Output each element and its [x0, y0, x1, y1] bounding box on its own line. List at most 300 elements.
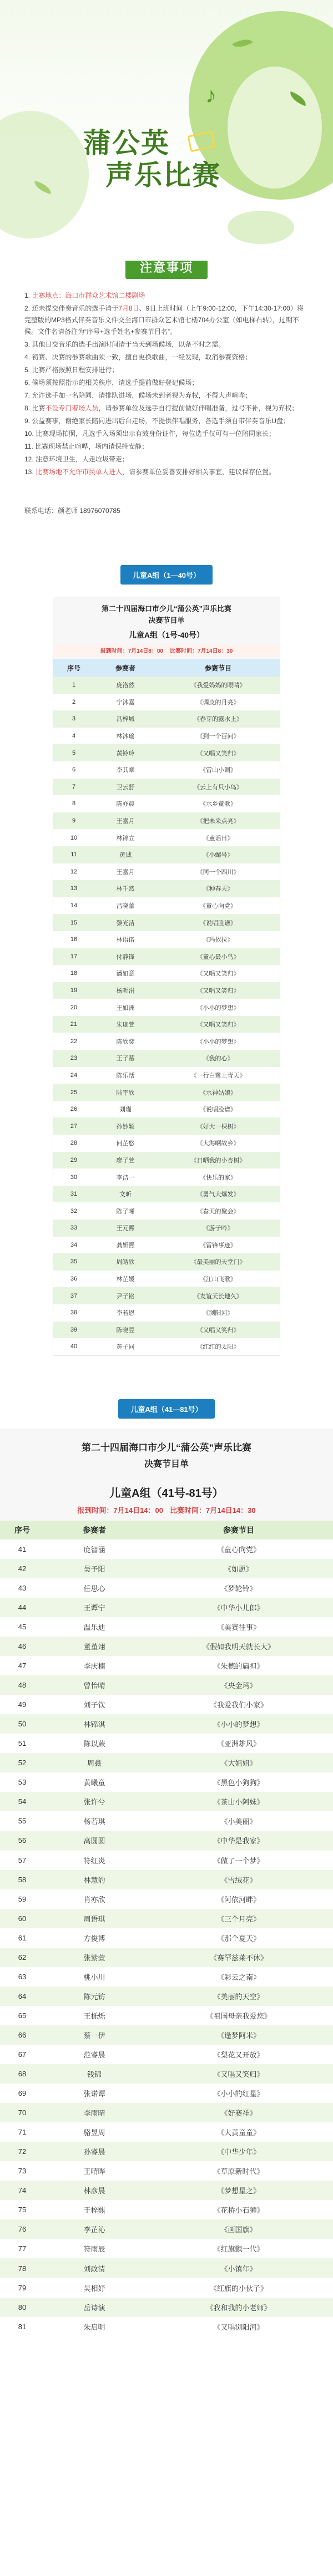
- table-row: [0, 1753, 333, 1772]
- row-number: 53: [0, 1772, 44, 1792]
- row-contestant: 孙睿晨: [44, 2142, 144, 2161]
- row-contestant: 庞智涵: [44, 1539, 144, 1559]
- group-b-group-line: 儿童A组（41号-81号）: [109, 1487, 224, 1500]
- notice-item-highlight: 比赛场地不允许市民单人进入: [36, 468, 123, 476]
- row-number: 40: [53, 1338, 94, 1355]
- table-row: [53, 694, 280, 711]
- row-contestant: 林慧豹: [44, 1870, 144, 1889]
- row-contestant: 黎光洁: [94, 914, 157, 931]
- row-program: 《玛依拉》: [157, 931, 280, 948]
- row-contestant: 林彦晨: [44, 2181, 144, 2200]
- row-contestant: 周皓欣: [94, 1253, 157, 1271]
- table-row: [0, 1675, 333, 1695]
- notice-item: [24, 303, 309, 338]
- row-contestant: 何芷悠: [94, 1135, 157, 1152]
- row-number: 80: [0, 2298, 44, 2317]
- row-number: 45: [0, 1617, 44, 1637]
- row-program: 《游子吟》: [157, 1220, 280, 1237]
- table-row: [53, 1016, 280, 1033]
- decor-blob: [0, 111, 89, 238]
- table-row: [0, 1967, 333, 1986]
- row-number: 58: [0, 1870, 44, 1889]
- group-a-report-time: 报到时间：7月14日8：00: [100, 648, 163, 654]
- row-contestant: 王元熙: [94, 1220, 157, 1237]
- column-header-contestant: 参赛者: [94, 659, 157, 677]
- table-row: [0, 1889, 333, 1909]
- table-row: [0, 1928, 333, 1948]
- decor-blob: [228, 67, 322, 189]
- row-program: 《春芽的露水上》: [157, 710, 280, 728]
- notice-item-text: ，请参赛单位及选手自行提前做好伴唱准备，过号不补，视为弃权；: [98, 404, 299, 412]
- row-contestant: 方俊博: [44, 1928, 144, 1948]
- notice-item-text: 10. 比赛现场拍照，凡选手入场须出示有效身份证件，每位选手仅可有一位陪同家长；: [24, 430, 276, 438]
- row-program: 《江山飞歌》: [157, 1271, 280, 1288]
- row-program: 《童谣日》: [157, 829, 280, 846]
- column-header-program: 参赛节目: [157, 659, 280, 677]
- row-number: 57: [0, 1851, 44, 1870]
- row-number: 6: [53, 761, 94, 779]
- row-number: 41: [0, 1539, 44, 1559]
- table-row: [0, 2006, 333, 2025]
- table-row: [53, 982, 280, 999]
- row-number: 70: [0, 2103, 44, 2122]
- row-contestant: 曾怡晴: [44, 1675, 144, 1695]
- table-row: [53, 1117, 280, 1135]
- table-row: [53, 948, 280, 966]
- row-contestant: 陆宇欣: [94, 1084, 157, 1101]
- row-contestant: 周语琪: [44, 1909, 144, 1928]
- table-row: [0, 1598, 333, 1617]
- row-contestant: 黄诚: [94, 846, 157, 863]
- row-contestant: 蔡一伊: [44, 2025, 144, 2045]
- row-number: 72: [0, 2142, 44, 2161]
- notice-item: [24, 352, 309, 363]
- row-number: 21: [53, 1016, 94, 1033]
- row-contestant: 刘政清: [44, 2258, 144, 2278]
- row-program: 《童心向党》: [157, 897, 280, 914]
- row-number: 66: [0, 2025, 44, 2045]
- row-contestant: 文昕: [94, 1186, 157, 1203]
- row-contestant: 王如洲: [94, 999, 157, 1016]
- row-contestant: 黄子同: [94, 1338, 157, 1355]
- notice-item-text: ，请参赛单位妥善安排好相关事宜，建议保存位置。: [122, 468, 276, 476]
- row-program: 《茶山小阿妹》: [144, 1792, 333, 1811]
- row-contestant: 任思心: [44, 1578, 144, 1598]
- row-number: 51: [0, 1734, 44, 1753]
- row-number: 17: [53, 948, 94, 966]
- row-program: 《梨花又开放》: [144, 2045, 333, 2064]
- row-number: 24: [53, 1067, 94, 1084]
- table-row: [53, 1084, 280, 1101]
- group-b-report-time: 报到时间：7月14日14：00: [77, 1506, 163, 1515]
- table-row: [53, 1101, 280, 1118]
- row-number: 16: [53, 931, 94, 948]
- table-row: [53, 1338, 280, 1355]
- row-program: 《中华是我家》: [144, 1831, 333, 1850]
- table-row: [0, 1617, 333, 1637]
- row-program: 《如愿》: [144, 1559, 333, 1578]
- table-row: [0, 2219, 333, 2239]
- group-b-table: [0, 1521, 333, 2336]
- row-number: 28: [53, 1135, 94, 1152]
- row-contestant: 吴予阳: [44, 1559, 144, 1578]
- row-contestant: 李雨晴: [44, 2103, 144, 2122]
- row-number: 25: [53, 1084, 94, 1101]
- group-b-times: [0, 1505, 333, 1521]
- group-a-group-line: 儿童A组（1号-40号）: [128, 631, 205, 639]
- column-header-contestant: 参赛者: [44, 1521, 144, 1539]
- table-row: [0, 2025, 333, 2045]
- table-row: [53, 829, 280, 846]
- row-number: 23: [53, 1050, 94, 1067]
- row-program: 《又唱浏阳河》: [144, 2317, 333, 2336]
- table-row: [0, 2317, 333, 2336]
- row-number: 3: [53, 710, 94, 728]
- table-row: [53, 761, 280, 779]
- row-program: 《中华少年》: [144, 2142, 333, 2161]
- row-contestant: 黄曦童: [44, 1772, 144, 1792]
- table-row: [0, 2258, 333, 2278]
- row-contestant: 王栎烁: [44, 2006, 144, 2025]
- group-b-card-head: [0, 1429, 333, 1521]
- row-number: 20: [53, 999, 94, 1016]
- row-number: 68: [0, 2064, 44, 2084]
- table-row: [0, 1851, 333, 1870]
- table-row: [0, 1714, 333, 1734]
- row-number: 12: [53, 863, 94, 881]
- table-row: [53, 779, 280, 796]
- notice-item-text: 3. 其他日交音乐的选手出演时间请于当天到场候场，以备不时之需。: [24, 341, 225, 348]
- row-contestant: 陈以蕨: [44, 1734, 144, 1753]
- table-row: [53, 728, 280, 745]
- row-number: 8: [53, 795, 94, 812]
- row-number: 4: [53, 728, 94, 745]
- table-row: [0, 1811, 333, 1831]
- row-contestant: 陈元钫: [44, 1986, 144, 2006]
- table-row: [53, 1304, 280, 1322]
- table-row: [53, 880, 280, 897]
- notice-item: [24, 466, 309, 478]
- table-row: [0, 1637, 333, 1656]
- row-number: 9: [53, 812, 94, 830]
- row-number: 52: [0, 1753, 44, 1772]
- row-program: 《梦轮铃》: [144, 1578, 333, 1598]
- row-number: 59: [0, 1889, 44, 1909]
- table-row: [0, 1986, 333, 2006]
- notice-item: [24, 364, 309, 376]
- row-number: 29: [53, 1152, 94, 1169]
- table-row: [53, 846, 280, 863]
- row-program: 《雪绒花》: [144, 1870, 333, 1889]
- row-program: 《小镇年》: [144, 2258, 333, 2278]
- row-contestant: 吴相妤: [44, 2278, 144, 2298]
- notice-item: [24, 415, 309, 427]
- row-contestant: 尹子铭: [94, 1287, 157, 1304]
- row-contestant: 张紫萱: [44, 1948, 144, 1967]
- row-contestant: 陈欣奕: [94, 1033, 157, 1050]
- notice-item: [24, 339, 309, 350]
- table-row: [53, 965, 280, 982]
- row-number: 65: [0, 2006, 44, 2025]
- table-row: [0, 2142, 333, 2161]
- row-program: 《假如我明天就长大》: [144, 1637, 333, 1656]
- row-program: 《浏阳河》: [157, 1304, 280, 1322]
- row-contestant: 陈晓昱: [94, 1322, 157, 1339]
- row-number: 81: [0, 2317, 44, 2336]
- row-contestant: 廖子萱: [94, 1152, 157, 1169]
- row-number: 69: [0, 2084, 44, 2103]
- row-number: 1: [53, 677, 94, 694]
- row-contestant: 李庆楠: [44, 1656, 144, 1675]
- row-contestant: 刘瑾: [94, 1101, 157, 1118]
- hero-banner: [0, 0, 333, 261]
- row-number: 34: [53, 1237, 94, 1254]
- row-number: 50: [0, 1714, 44, 1734]
- table-row: [53, 1050, 280, 1067]
- row-program: 《逢梦阿米》: [144, 2025, 333, 2045]
- row-contestant: 王嘉月: [94, 863, 157, 881]
- row-contestant: 黄铃玲: [94, 744, 157, 761]
- row-contestant: 王谭宁: [44, 1598, 144, 1617]
- row-contestant: 高圆圆: [44, 1831, 144, 1850]
- row-program: 《最美丽的天堂门》: [157, 1253, 280, 1271]
- group-a-table: [53, 659, 280, 1355]
- row-contestant: 温乐迪: [44, 1617, 144, 1637]
- table-row: [0, 1656, 333, 1675]
- table-row: [53, 744, 280, 761]
- row-number: 2: [53, 694, 94, 711]
- table-row: [0, 1734, 333, 1753]
- hero-title: [83, 128, 221, 191]
- table-row: [53, 710, 280, 728]
- table-row: [53, 1287, 280, 1304]
- row-program: 《说唱脸谱》: [157, 914, 280, 931]
- group-a-contest-time: 比赛时间：7月14日8：30: [170, 648, 233, 654]
- row-program: 《小小的梦想》: [157, 1033, 280, 1050]
- row-program: 《说唱脸谱》: [157, 1101, 280, 1118]
- row-contestant: 吕晓蕾: [94, 897, 157, 914]
- table-row: [53, 1033, 280, 1050]
- row-program: 《又唱又笑归》: [157, 1322, 280, 1339]
- notice-item-text: 13.: [24, 468, 36, 476]
- row-number: 19: [53, 982, 94, 999]
- row-number: 22: [53, 1033, 94, 1050]
- row-program: 《美丽的天空》: [144, 1986, 333, 2006]
- row-number: 10: [53, 829, 94, 846]
- table-row: [0, 2181, 333, 2200]
- group-b-subtitle: 决赛节目单: [144, 1459, 189, 1469]
- column-header-number: 序号: [0, 1521, 44, 1539]
- row-number: 38: [53, 1304, 94, 1322]
- notice-item-highlight: 比赛地点：海口市群众艺术馆二楼剧场: [32, 292, 145, 299]
- row-contestant: 符雨辰: [44, 2239, 144, 2258]
- table-row: [53, 1186, 280, 1203]
- row-number: 76: [0, 2219, 44, 2239]
- notice-item-text: 8. 比赛: [24, 404, 46, 412]
- row-number: 74: [0, 2181, 44, 2200]
- hero-title-line2: 声乐比赛: [105, 159, 221, 191]
- row-number: 78: [0, 2258, 44, 2278]
- row-program: 《做了一个梦》: [144, 1851, 333, 1870]
- notice-item-text: 11. 比赛现场禁止喧哗，场内请保持安静；: [24, 443, 149, 450]
- row-number: 79: [0, 2278, 44, 2298]
- row-contestant: 岳诗演: [44, 2298, 144, 2317]
- row-program: 《又唱又笑归》: [157, 1016, 280, 1033]
- row-contestant: 李其章: [94, 761, 157, 779]
- notice-item-text: 6. 候场须按照指示的相关秩序，请选手提前做好登记候场；: [24, 379, 199, 387]
- row-contestant: 林锦淇: [44, 1714, 144, 1734]
- group-a-subtitle: 决赛节目单: [148, 616, 185, 624]
- group-a-program-card: [53, 597, 280, 1356]
- row-contestant: 周鑫: [44, 1753, 144, 1772]
- row-contestant: 宁沐嘉: [94, 694, 157, 711]
- row-number: 47: [0, 1656, 44, 1675]
- table-row: [53, 863, 280, 881]
- row-contestant: 李洁一: [94, 1168, 157, 1186]
- row-contestant: 王嘉月: [94, 812, 157, 830]
- row-program: 《到一个百问》: [157, 728, 280, 745]
- row-program: 《童心向党》: [144, 1539, 333, 1559]
- row-program: 《中华小儿郎》: [144, 1598, 333, 1617]
- row-number: 31: [53, 1186, 94, 1203]
- row-contestant: 付静锋: [94, 948, 157, 966]
- row-contestant: 冯梓城: [94, 710, 157, 728]
- row-program: 《红旗的小伙子》: [144, 2278, 333, 2298]
- row-program: 《勇气大爆发》: [157, 1186, 280, 1203]
- row-number: 46: [0, 1637, 44, 1656]
- row-program: 《同一个四川》: [157, 863, 280, 881]
- notice-item: [24, 390, 309, 402]
- row-contestant: 桃小川: [44, 1967, 144, 1986]
- row-number: 30: [53, 1168, 94, 1186]
- row-number: 73: [0, 2161, 44, 2181]
- table-row: [0, 1831, 333, 1850]
- row-program: 《草原新时代》: [144, 2161, 333, 2181]
- row-program: 《雷山小调》: [157, 761, 280, 779]
- table-row: [53, 677, 280, 694]
- row-contestant: 钱锦: [44, 2064, 144, 2084]
- row-number: 5: [53, 744, 94, 761]
- row-program: 《红旗飘一代》: [144, 2239, 333, 2258]
- row-number: 77: [0, 2239, 44, 2258]
- row-contestant: 肖亦欣: [44, 1889, 144, 1909]
- row-number: 56: [0, 1831, 44, 1850]
- row-program: 《小螺号》: [157, 846, 280, 863]
- row-number: 43: [0, 1578, 44, 1598]
- table-row: [53, 1271, 280, 1288]
- table-row: [53, 1067, 280, 1084]
- row-contestant: 王晴晔: [44, 2161, 144, 2181]
- table-row: [0, 1695, 333, 1714]
- row-contestant: 林芷媛: [94, 1271, 157, 1288]
- row-number: 36: [53, 1271, 94, 1288]
- contact-info: 联系电话：颜老师 18976070785: [24, 507, 120, 515]
- row-contestant: 卫云舒: [94, 779, 157, 796]
- row-program: 《祖国母亲我爱您》: [144, 2006, 333, 2025]
- notice-item: [24, 377, 309, 389]
- row-program: 《一行白鹭上青天》: [157, 1067, 280, 1084]
- row-number: 32: [53, 1202, 94, 1220]
- row-program: 《赛罕兹莱不休》: [144, 1948, 333, 1967]
- row-contestant: 庞洛然: [94, 677, 157, 694]
- table-row: [53, 931, 280, 948]
- table-row: [0, 1559, 333, 1578]
- row-contestant: 李若恩: [94, 1304, 157, 1322]
- row-number: 26: [53, 1101, 94, 1118]
- row-contestant: 朱启明: [44, 2317, 144, 2336]
- row-number: 13: [53, 880, 94, 897]
- table-row: [53, 897, 280, 914]
- row-program: 《亚洲雄风》: [144, 1734, 333, 1753]
- table-row: [53, 1253, 280, 1271]
- table-row: [53, 1202, 280, 1220]
- table-row: [0, 2161, 333, 2181]
- notice-item-text: 2. 还未提交伴奏音乐的选手请于: [24, 304, 119, 312]
- row-program: 《好赛祥》: [144, 2103, 333, 2122]
- notice-item: [24, 403, 309, 414]
- row-contestant: 陈乐恬: [94, 1067, 157, 1084]
- notice-item: [24, 441, 309, 453]
- table-row: [53, 1220, 280, 1237]
- row-number: 54: [0, 1792, 44, 1811]
- row-number: 71: [0, 2122, 44, 2142]
- row-program: 《那个夏天》: [144, 1928, 333, 1948]
- table-row: [0, 2103, 333, 2122]
- row-contestant: 陈子晞: [94, 1202, 157, 1220]
- music-note-icon: ♪: [205, 83, 216, 108]
- row-program: 《花桥小石狮》: [144, 2200, 333, 2219]
- row-contestant: 骆昱周: [44, 2122, 144, 2142]
- table-row: [53, 1322, 280, 1339]
- notice-item-text: 4. 初赛、决赛的参赛歌曲须一致，擅自更换歌曲，一经发现，取消参赛资格；: [24, 353, 252, 361]
- row-number: 11: [53, 846, 94, 863]
- notice-item-text: 9. 公益赛事，谢绝家长陪同进出后台走场，不提供伴唱服务，各选手须自带伴奏音乐U盘；: [24, 417, 290, 425]
- row-program: 《画国旗》: [144, 2219, 333, 2239]
- notice-item-highlight: 7月8日: [118, 304, 139, 312]
- row-program: 《种春天》: [157, 880, 280, 897]
- table-row: [53, 1152, 280, 1169]
- row-program: 《我的心》: [157, 1050, 280, 1067]
- table-row: [0, 1772, 333, 1792]
- table-row: [0, 2239, 333, 2258]
- row-contestant: 林沐瑜: [94, 728, 157, 745]
- row-contestant: 于梓熙: [44, 2200, 144, 2219]
- table-row: [53, 812, 280, 830]
- row-program: 《小小的梦想》: [144, 1714, 333, 1734]
- column-header-number: 序号: [53, 659, 94, 677]
- table-row: [0, 1578, 333, 1598]
- row-number: 63: [0, 1967, 44, 1986]
- notice-item: [24, 454, 309, 465]
- row-number: 64: [0, 1986, 44, 2006]
- column-header-program: 参赛节目: [144, 1521, 333, 1539]
- notice-item: [24, 290, 309, 302]
- row-contestant: 林锦立: [94, 829, 157, 846]
- row-number: 44: [0, 1598, 44, 1617]
- row-program: 《又唱又笑归》: [157, 965, 280, 982]
- row-program: 《又唱又笑归》: [157, 982, 280, 999]
- row-program: 《又唱又笑归》: [157, 744, 280, 761]
- group-b-contest-time: 比赛时间：7月14日14：30: [170, 1506, 256, 1515]
- row-program: 《央金玛》: [144, 1675, 333, 1695]
- group-b-badge-wrap: [0, 1399, 333, 1419]
- group-b-program-card: [0, 1429, 333, 2336]
- row-program: 《梦想星之》: [144, 2181, 333, 2200]
- row-program: 《春天的聚会》: [157, 1202, 280, 1220]
- row-program: 《友谊天长地久》: [157, 1287, 280, 1304]
- row-number: 55: [0, 1811, 44, 1831]
- row-program: 《小小的梦想》: [157, 999, 280, 1016]
